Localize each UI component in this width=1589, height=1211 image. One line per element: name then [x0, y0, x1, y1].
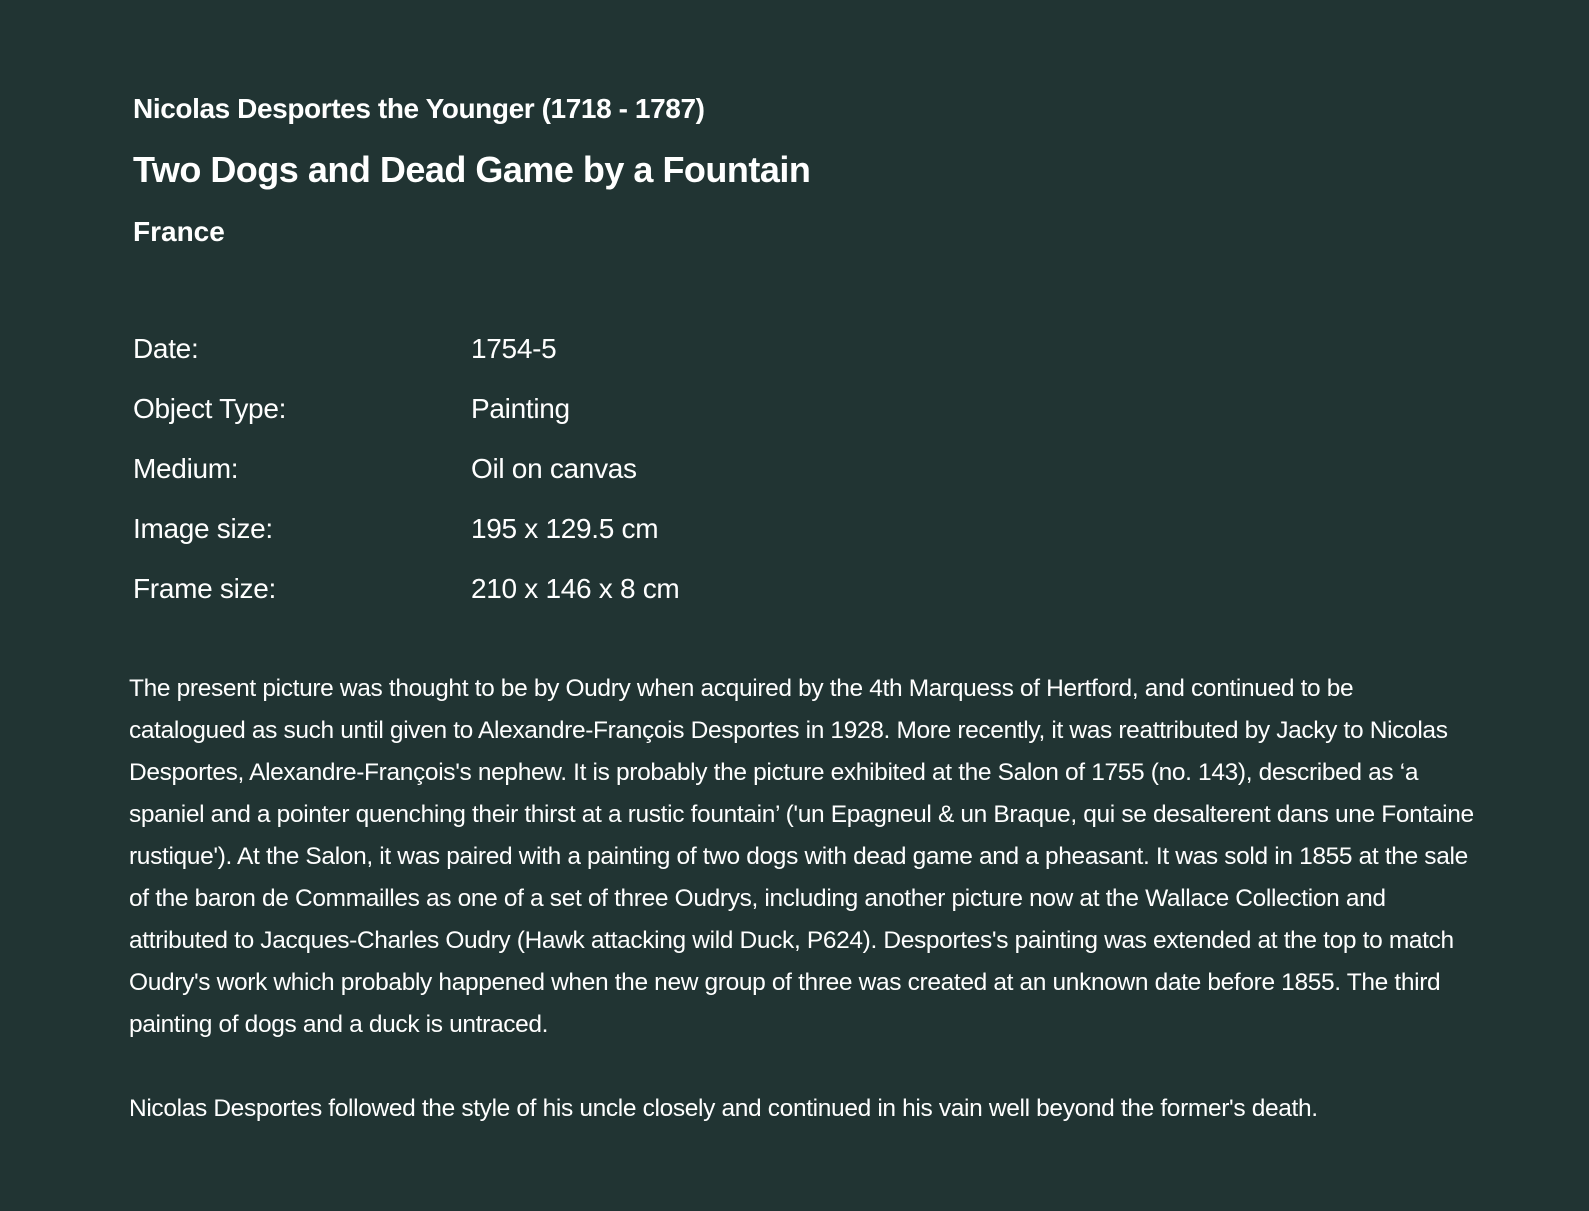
artwork-title: Two Dogs and Dead Game by a Fountain — [133, 149, 811, 190]
detail-label: Medium: — [133, 453, 239, 484]
artwork-origin: France — [133, 216, 225, 247]
description-paragraph: The present picture was thought to be by Oudry when acquired by the 4th Marquess of Hertford, and continued to be catalogued as such until given to Alexandre-François Desportes in 1928. More recently, it was reattributed by Jacky to Nicolas Desportes, Alexandre-François's nephew. It is probably the picture exhibited at the Salon of 1755 (no. 143), described as ‘a spaniel and a pointer quenching their thirst at a rustic fountain’ ('un Epagneul & un Braque, qui se desalterent dans une Fontaine rustique'). At the Salon, it was paired with a painting of two dogs with dead game and a pheasant. It was sold in 1855 at the sale of the baron de Commailles as one of a set of three Oudrys, including another picture now at the Wallace Collection and attributed to Jacques-Charles Oudry (Hawk attacking wild Duck, P624). Desportes's painting was extended at the top to match Oudry's work which probably happened when the new group of three was created at an unknown date before 1855. The third painting of dogs and a duck is untraced. — [129, 675, 1474, 1038]
artist-name: Nicolas Desportes the Younger (1718 - 1787) — [133, 93, 705, 124]
detail-row-frame-size — [133, 573, 1033, 633]
detail-label: Date: — [133, 333, 199, 364]
detail-value: 195 x 129.5 cm — [471, 513, 659, 544]
detail-label: Image size: — [133, 513, 273, 544]
detail-label: Object Type: — [133, 393, 287, 424]
detail-value: Oil on canvas — [471, 453, 637, 484]
artwork-description — [129, 668, 1474, 1172]
detail-label: Frame size: — [133, 573, 276, 604]
detail-value: Painting — [471, 393, 570, 424]
detail-row-object-type — [133, 393, 1033, 453]
detail-row-image-size — [133, 513, 1033, 573]
description-paragraph: Nicolas Desportes followed the style of his uncle closely and continued in his vain well beyond the former's death. — [129, 1095, 1318, 1122]
detail-value: 210 x 146 x 8 cm — [471, 573, 680, 604]
details-table — [133, 333, 1033, 633]
detail-value: 1754-5 — [471, 333, 557, 364]
detail-row-medium — [133, 453, 1033, 513]
detail-row-date — [133, 333, 1033, 393]
